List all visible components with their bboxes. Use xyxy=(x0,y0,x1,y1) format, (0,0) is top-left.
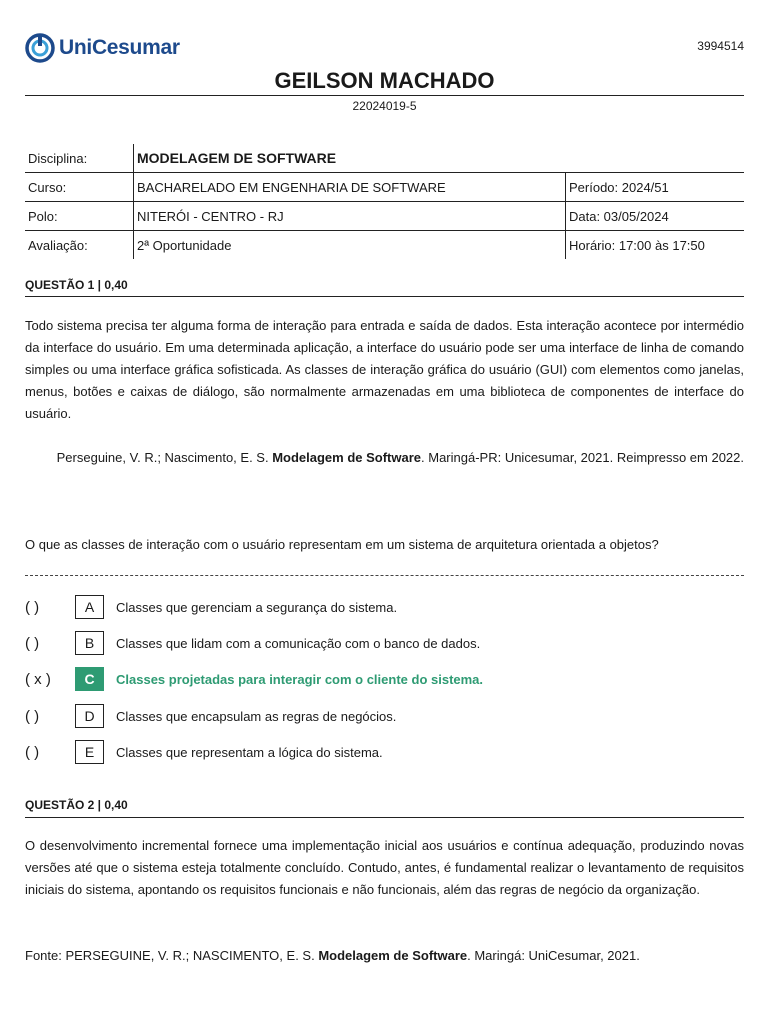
polo-label: Polo: xyxy=(25,202,134,231)
info-row-avaliacao xyxy=(25,231,744,260)
avaliacao-label: Avaliação: xyxy=(25,231,134,260)
question-2-reference: Fonte: PERSEGUINE, V. R.; NASCIMENTO, E. S. Modelagem de Software. Maringá: UniCesumar, 2021. xyxy=(25,948,640,963)
question-2-heading: QUESTÃO 2 | 0,40 xyxy=(25,798,128,812)
data-value: Data: 03/05/2024 xyxy=(566,202,745,231)
exam-info-table xyxy=(25,144,744,259)
question-1-divider xyxy=(25,296,744,297)
option-e-text: Classes que representam a lógica do sistema. xyxy=(116,744,383,760)
periodo-value: Período: 2024/51 xyxy=(566,173,745,202)
option-a-letter: A xyxy=(75,595,104,619)
option-d[interactable] xyxy=(25,703,396,729)
student-id: 22024019-5 xyxy=(352,99,417,113)
option-a[interactable] xyxy=(25,594,397,620)
option-d-letter: D xyxy=(75,704,104,728)
option-a-text: Classes que gerenciam a segurança do sistema. xyxy=(116,599,398,615)
option-b-mark[interactable]: ( ) xyxy=(25,634,40,652)
header-divider xyxy=(25,95,744,96)
polo-value: NITERÓI - CENTRO - RJ xyxy=(134,202,566,231)
curso-label: Curso: xyxy=(25,173,134,202)
disciplina-value: MODELAGEM DE SOFTWARE xyxy=(134,144,745,173)
curso-value: BACHARELADO EM ENGENHARIA DE SOFTWARE xyxy=(134,173,566,202)
avaliacao-value: 2ª Oportunidade xyxy=(134,231,566,260)
option-d-text: Classes que encapsulam as regras de negócios. xyxy=(116,708,397,724)
option-e[interactable] xyxy=(25,739,383,765)
option-a-mark[interactable]: ( ) xyxy=(25,598,40,616)
option-c-mark[interactable]: ( x ) xyxy=(25,670,51,688)
logo-text: UniCesumar xyxy=(59,36,180,59)
option-b-text: Classes que lidam com a comunicação com o banco de dados. xyxy=(116,635,481,651)
question-1-dashed-divider xyxy=(25,575,744,576)
info-row-disciplina xyxy=(25,144,744,173)
unicesumar-logo xyxy=(25,33,180,63)
question-1-heading: QUESTÃO 1 | 0,40 xyxy=(25,278,128,292)
disciplina-label: Disciplina: xyxy=(25,144,134,173)
info-row-curso xyxy=(25,173,744,202)
student-name: GEILSON MACHADO xyxy=(274,68,495,93)
question-1-text: Todo sistema precisa ter alguma forma de interação para entrada e saída de dados. Esta interação acontece por intermédio da interface do usuário. Em uma determinada aplicação, a interface do usuário pode ser uma interface de linha de comando simples ou uma interface gráfica sofisticada. As classes de interação gráfica do usuário (GUI) com elementos como janelas, menus, botões e caixas de diálogo, são normalmente armazenadas em uma biblioteca de componentes de interface do usuário. xyxy=(25,318,744,421)
question-1-reference: Perseguine, V. R.; Nascimento, E. S. Modelagem de Software. Maringá-PR: Unicesumar, 2021. Reimpresso em 2022. xyxy=(56,450,744,465)
exam-page xyxy=(25,0,744,1024)
option-e-letter: E xyxy=(75,740,104,764)
option-c-selected[interactable] xyxy=(25,666,483,692)
unicesumar-emblem-icon xyxy=(25,33,55,63)
horario-value: Horário: 17:00 às 17:50 xyxy=(569,237,705,253)
question-2-divider xyxy=(25,817,744,818)
question-2-text: O desenvolvimento incremental fornece uma implementação inicial aos usuários e contínua adequação, produzindo novas versões até que o sistema esteja totalmente concluído. Contudo, antes, é fundamental realizar o levantamento de requisitos iniciais do sistema, apontando os requisitos funcionais e não funcionais, além das regras de negócio da organização. xyxy=(25,838,744,897)
option-c-letter: C xyxy=(75,667,104,691)
option-b-letter: B xyxy=(75,631,104,655)
option-e-mark[interactable]: ( ) xyxy=(25,743,40,761)
option-b[interactable] xyxy=(25,630,480,656)
info-row-polo xyxy=(25,202,744,231)
document-code: 3994514 xyxy=(697,39,744,53)
question-1-prompt: O que as classes de interação com o usuário representam em um sistema de arquitetura orientada a objetos? xyxy=(25,537,659,552)
option-c-text: Classes projetadas para interagir com o cliente do sistema. xyxy=(116,671,484,687)
option-d-mark[interactable]: ( ) xyxy=(25,707,40,725)
